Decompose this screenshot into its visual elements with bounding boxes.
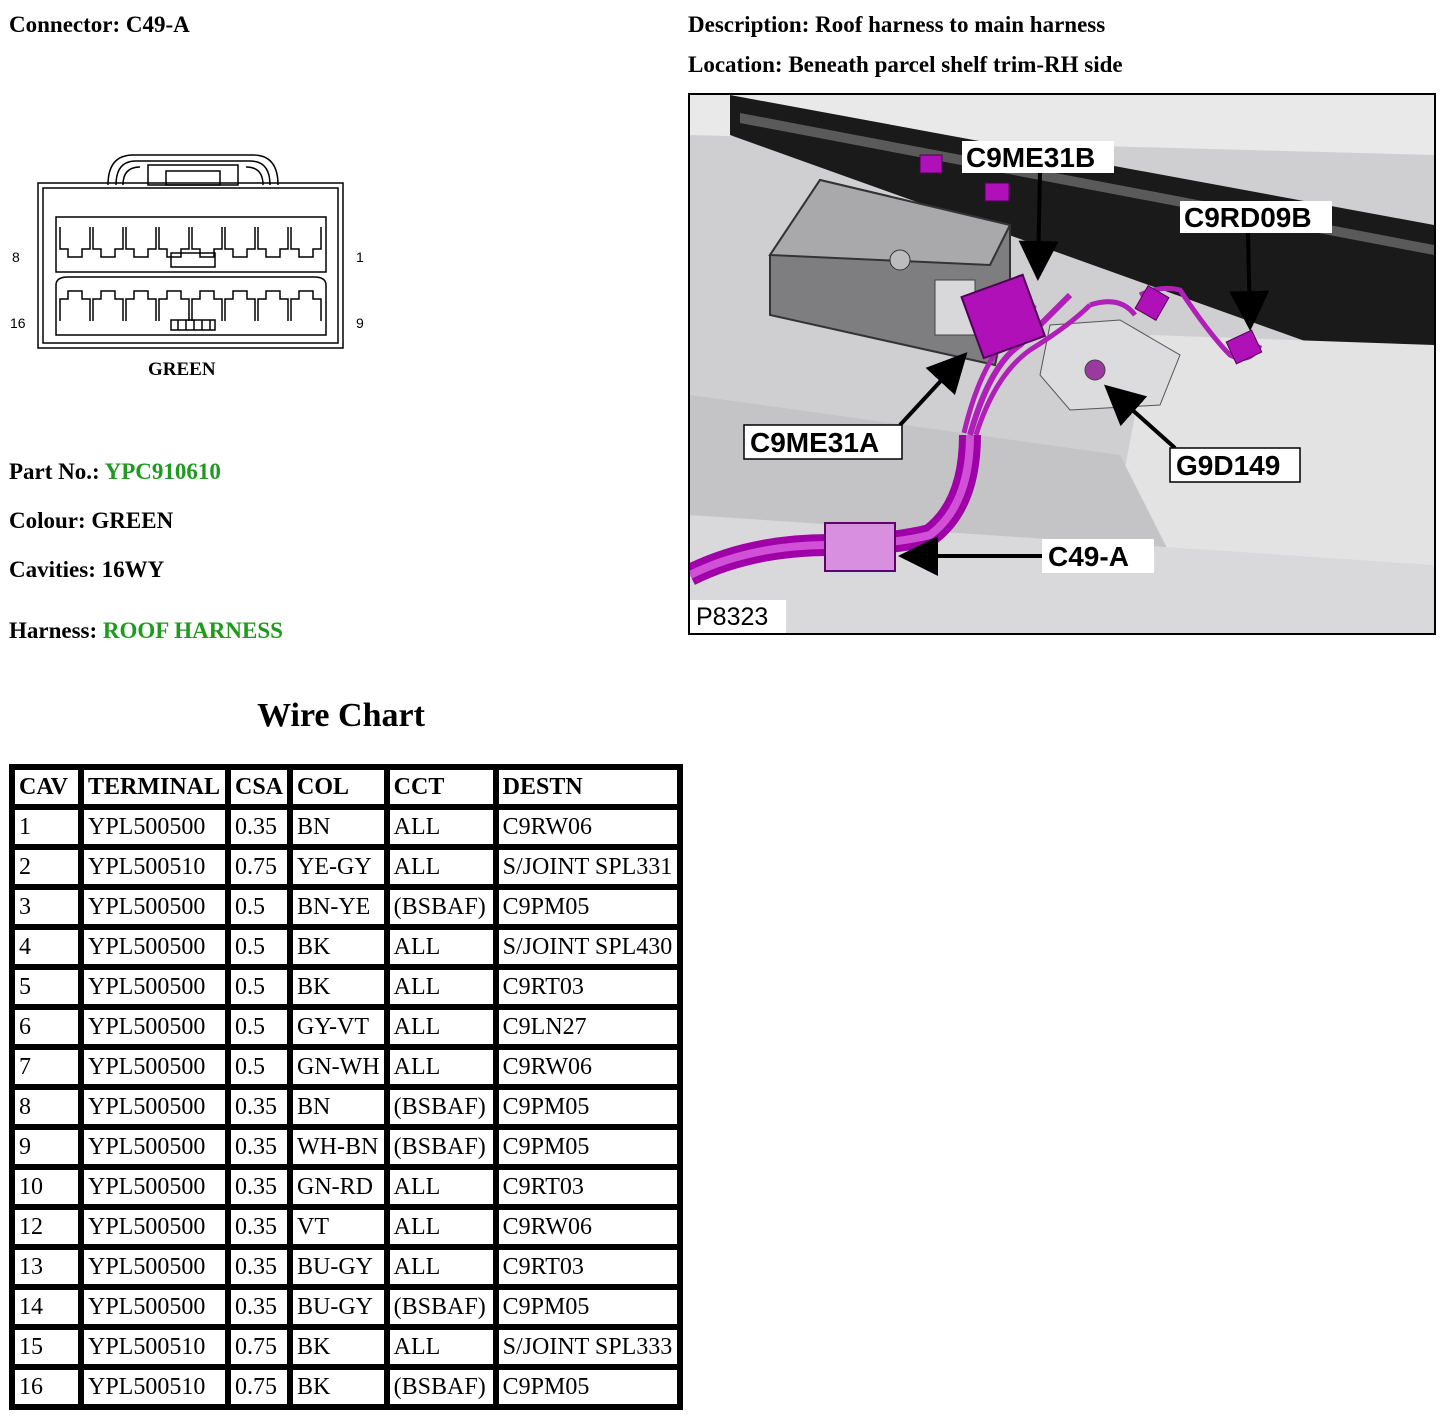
cell-csa: 0.5 xyxy=(228,1007,290,1047)
cell-csa: 0.35 xyxy=(228,807,290,847)
cell-destn: C9PM05 xyxy=(496,1127,680,1167)
colour-line xyxy=(9,508,173,534)
part-number-line xyxy=(9,459,221,485)
cell-csa: 0.75 xyxy=(228,847,290,887)
connector-label: Connector: xyxy=(9,12,121,37)
cell-col: BN xyxy=(290,1087,387,1127)
cell-terminal: YPL500500 xyxy=(81,1127,228,1167)
pin-label-9: 9 xyxy=(356,315,364,331)
cell-terminal: YPL500510 xyxy=(81,1327,228,1367)
cell-cav: 4 xyxy=(12,927,81,967)
callout-c49a: C49-A xyxy=(1048,541,1129,572)
cell-terminal: YPL500500 xyxy=(81,887,228,927)
cell-csa: 0.35 xyxy=(228,1087,290,1127)
cell-destn: C9RW06 xyxy=(496,807,680,847)
location-photo xyxy=(688,93,1436,635)
callout-c9rd09b: C9RD09B xyxy=(1184,202,1312,233)
cell-destn: C9LN27 xyxy=(496,1007,680,1047)
connector-face-diagram xyxy=(8,145,378,385)
column-header-cav: CAV xyxy=(12,767,81,807)
pin-label-16: 16 xyxy=(10,315,26,331)
cell-destn: C9RT03 xyxy=(496,1167,680,1207)
cell-col: BK xyxy=(290,967,387,1007)
cell-terminal: YPL500500 xyxy=(81,1047,228,1087)
cell-col: YE-GY xyxy=(290,847,387,887)
cell-terminal: YPL500500 xyxy=(81,1287,228,1327)
location-line xyxy=(688,52,1123,78)
cell-destn: C9RT03 xyxy=(496,967,680,1007)
cell-cct: ALL xyxy=(387,807,496,847)
cell-cct: ALL xyxy=(387,1327,496,1367)
cell-csa: 0.5 xyxy=(228,1047,290,1087)
terminal-cavity xyxy=(192,291,222,321)
table-row xyxy=(12,847,680,887)
callout-c9me31a: C9ME31A xyxy=(750,427,880,458)
cell-cav: 10 xyxy=(12,1167,81,1207)
cell-cav: 1 xyxy=(12,807,81,847)
cell-cav: 16 xyxy=(12,1367,81,1407)
location-value: Beneath parcel shelf trim-RH side xyxy=(788,52,1123,77)
column-header-csa: CSA xyxy=(228,767,290,807)
column-header-terminal: TERMINAL xyxy=(81,767,228,807)
cell-col: BN-YE xyxy=(290,887,387,927)
cell-terminal: YPL500500 xyxy=(81,1247,228,1287)
wire-chart-title: Wire Chart xyxy=(257,697,425,734)
cell-terminal: YPL500510 xyxy=(81,847,228,887)
callout-g9d149: G9D149 xyxy=(1176,450,1281,481)
cell-terminal: YPL500510 xyxy=(81,1367,228,1407)
cavities-value: 16WY xyxy=(101,557,165,582)
terminal-cavity xyxy=(60,291,90,321)
table-row xyxy=(12,1327,680,1367)
callout-c9me31b: C9ME31B xyxy=(966,142,1096,173)
cell-destn: C9RW06 xyxy=(496,1047,680,1087)
terminal-cavity xyxy=(93,227,123,257)
cell-col: GN-WH xyxy=(290,1047,387,1087)
cell-cav: 6 xyxy=(12,1007,81,1047)
cell-csa: 0.5 xyxy=(228,927,290,967)
cell-cct: ALL xyxy=(387,1047,496,1087)
table-row xyxy=(12,1367,680,1407)
cell-col: BK xyxy=(290,1327,387,1367)
terminal-cavity xyxy=(258,227,288,257)
table-row xyxy=(12,1287,680,1327)
cell-col: VT xyxy=(290,1207,387,1247)
description-value: Roof harness to main harness xyxy=(815,12,1106,37)
table-row xyxy=(12,1167,680,1207)
cell-cav: 14 xyxy=(12,1287,81,1327)
cell-destn: C9RT03 xyxy=(496,1247,680,1287)
table-row xyxy=(12,1247,680,1287)
terminal-cavity xyxy=(159,291,189,321)
cell-cct: (BSBAF) xyxy=(387,1367,496,1407)
terminal-cavity xyxy=(60,227,90,257)
harness-line xyxy=(9,618,283,644)
cell-col: GY-VT xyxy=(290,1007,387,1047)
cell-cct: (BSBAF) xyxy=(387,1127,496,1167)
table-row xyxy=(12,1047,680,1087)
column-header-cct: CCT xyxy=(387,767,496,807)
cell-cav: 2 xyxy=(12,847,81,887)
description-line xyxy=(688,12,1105,38)
table-row xyxy=(12,927,680,967)
cell-cav: 3 xyxy=(12,887,81,927)
cell-terminal: YPL500500 xyxy=(81,1007,228,1047)
cell-destn: C9RW06 xyxy=(496,1207,680,1247)
cell-destn: C9PM05 xyxy=(496,1367,680,1407)
cell-csa: 0.35 xyxy=(228,1207,290,1247)
cell-cav: 13 xyxy=(12,1247,81,1287)
cell-col: BK xyxy=(290,927,387,967)
table-row xyxy=(12,1127,680,1167)
cavities-label: Cavities: xyxy=(9,557,96,582)
cell-cct: (BSBAF) xyxy=(387,887,496,927)
column-header-col: COL xyxy=(290,767,387,807)
cell-destn: C9PM05 xyxy=(496,1287,680,1327)
colour-label: Colour: xyxy=(9,508,86,533)
wire-chart-table xyxy=(9,764,683,1410)
terminal-cavity xyxy=(126,291,156,321)
terminal-cavity xyxy=(291,227,321,257)
cell-col: BK xyxy=(290,1367,387,1407)
column-header-destn: DESTN xyxy=(496,767,680,807)
cell-cct: ALL xyxy=(387,1167,496,1207)
cell-terminal: YPL500500 xyxy=(81,807,228,847)
pin-label-1: 1 xyxy=(356,249,364,265)
cell-cct: ALL xyxy=(387,967,496,1007)
terminal-cavity xyxy=(291,291,321,321)
cell-cav: 5 xyxy=(12,967,81,1007)
cell-terminal: YPL500500 xyxy=(81,927,228,967)
cell-terminal: YPL500500 xyxy=(81,967,228,1007)
cell-col: BU-GY xyxy=(290,1287,387,1327)
table-row xyxy=(12,1207,680,1247)
cell-terminal: YPL500500 xyxy=(81,1167,228,1207)
harness-value: ROOF HARNESS xyxy=(102,618,283,643)
connector-id: C49-A xyxy=(125,12,190,37)
cell-cct: (BSBAF) xyxy=(387,1287,496,1327)
cell-cav: 9 xyxy=(12,1127,81,1167)
cell-destn: S/JOINT SPL331 xyxy=(496,847,680,887)
cell-csa: 0.35 xyxy=(228,1167,290,1207)
cell-col: BN xyxy=(290,807,387,847)
cell-csa: 0.75 xyxy=(228,1367,290,1407)
cell-terminal: YPL500500 xyxy=(81,1087,228,1127)
cell-destn: C9PM05 xyxy=(496,1087,680,1127)
cell-col: WH-BN xyxy=(290,1127,387,1167)
cell-terminal: YPL500500 xyxy=(81,1207,228,1247)
cell-cct: (BSBAF) xyxy=(387,1087,496,1127)
connector-heading xyxy=(9,12,190,38)
figure-id: P8323 xyxy=(696,603,769,631)
cavities-line xyxy=(9,557,164,583)
cell-cav: 12 xyxy=(12,1207,81,1247)
cell-cav: 8 xyxy=(12,1087,81,1127)
connector-colour-caption: GREEN xyxy=(148,359,216,380)
cell-csa: 0.5 xyxy=(228,967,290,1007)
terminal-cavity xyxy=(225,291,255,321)
table-row xyxy=(12,967,680,1007)
cell-cct: ALL xyxy=(387,1247,496,1287)
cell-csa: 0.35 xyxy=(228,1247,290,1287)
cell-cct: ALL xyxy=(387,1007,496,1047)
colour-value: GREEN xyxy=(91,508,174,533)
table-row xyxy=(12,887,680,927)
cell-cct: ALL xyxy=(387,1207,496,1247)
cell-destn: S/JOINT SPL430 xyxy=(496,927,680,967)
cell-csa: 0.35 xyxy=(228,1287,290,1327)
table-row xyxy=(12,807,680,847)
description-label: Description: xyxy=(688,12,810,37)
table-row xyxy=(12,1087,680,1127)
part-number-value: YPC910610 xyxy=(104,459,221,484)
part-number-label: Part No.: xyxy=(9,459,100,484)
cell-destn: C9PM05 xyxy=(496,887,680,927)
terminal-cavity xyxy=(225,227,255,257)
terminal-cavity xyxy=(93,291,123,321)
cell-col: GN-RD xyxy=(290,1167,387,1207)
cell-csa: 0.5 xyxy=(228,887,290,927)
cell-col: BU-GY xyxy=(290,1247,387,1287)
terminal-cavity xyxy=(258,291,288,321)
cell-cct: ALL xyxy=(387,927,496,967)
harness-label: Harness: xyxy=(9,618,98,643)
table-header-row xyxy=(12,767,680,807)
pin-label-8: 8 xyxy=(12,249,20,265)
table-row xyxy=(12,1007,680,1047)
terminal-cavity xyxy=(126,227,156,257)
cell-csa: 0.75 xyxy=(228,1327,290,1367)
cell-cct: ALL xyxy=(387,847,496,887)
cell-destn: S/JOINT SPL333 xyxy=(496,1327,680,1367)
cell-cav: 15 xyxy=(12,1327,81,1367)
location-label: Location: xyxy=(688,52,783,77)
cell-csa: 0.35 xyxy=(228,1127,290,1167)
cell-cav: 7 xyxy=(12,1047,81,1087)
